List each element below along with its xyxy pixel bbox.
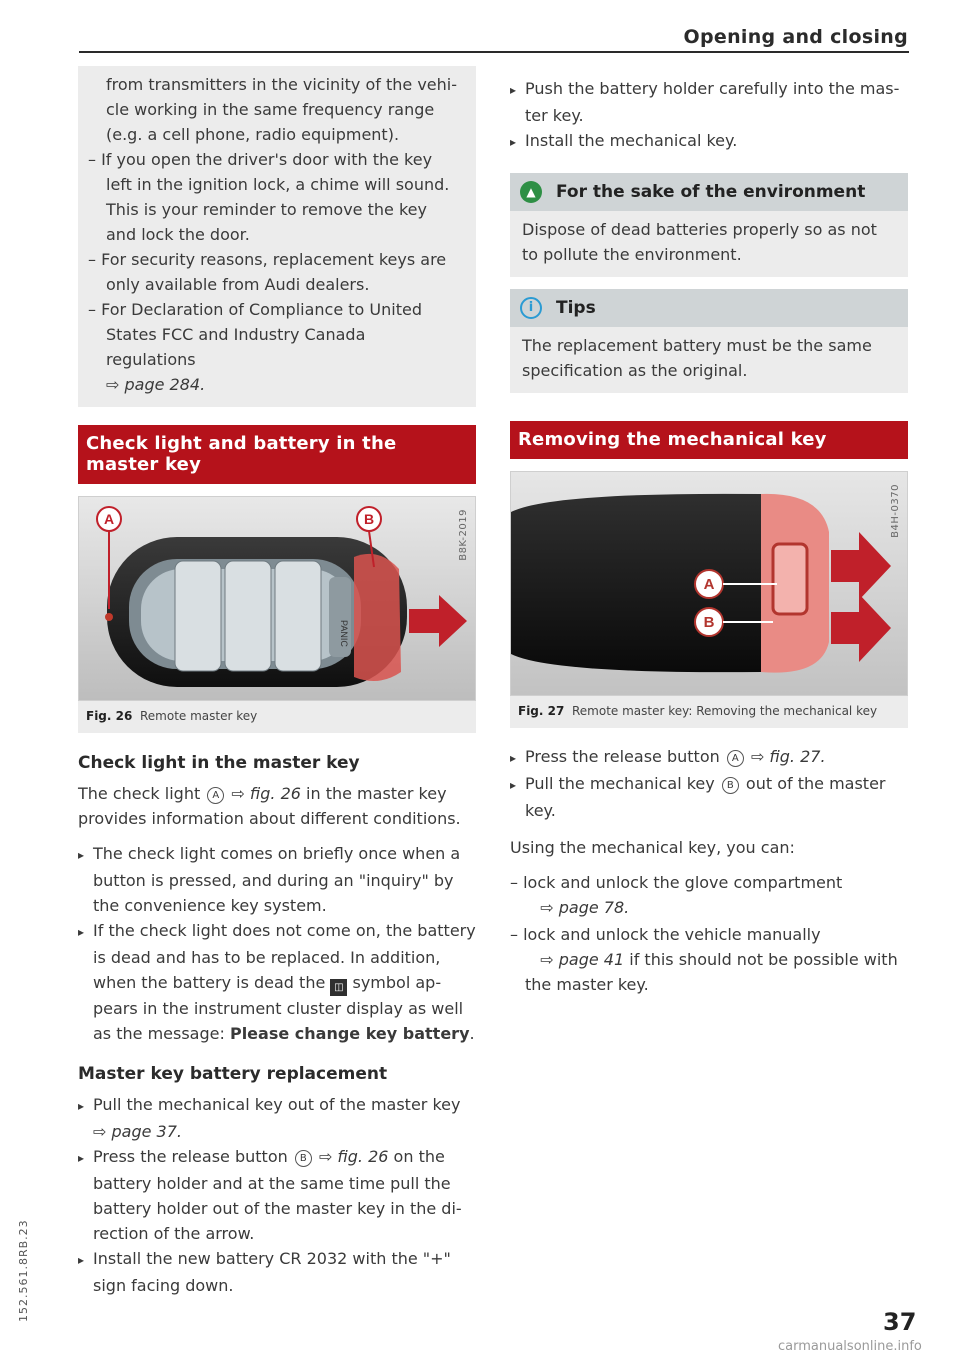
key-battery-icon: ◫ [330, 979, 347, 996]
bullet-push-holder: ▸ Push the battery holder carefully into the mas-ter key. [510, 76, 908, 128]
page-ref-link[interactable]: ⇨ page 41 [540, 950, 625, 969]
page-ref-link[interactable]: ⇨ page 37. [93, 1122, 182, 1141]
use-vehicle-manual: – lock and unlock the vehicle manually ⇨ page 41 if this should not be possible with the master key. [510, 925, 898, 994]
figure-26 [78, 496, 476, 733]
section-heading-check-light: Check light and battery in the master key [78, 425, 476, 484]
figure-code: B4H-0370 [890, 484, 901, 538]
callout-b-ref: B [295, 1150, 312, 1167]
subheading-battery-replacement: Master key battery replacement [78, 1064, 388, 1084]
bullet-install-battery: ▸ Install the new battery CR 2032 with the "+" sign facing down. [78, 1246, 476, 1298]
remote-master-key-image [79, 497, 475, 700]
section-heading-removing-key: Removing the mechanical key [510, 421, 908, 459]
page-ref-link[interactable]: ⇨ page 78. [540, 898, 630, 917]
tips-note-title: Tips [556, 298, 596, 318]
figure-26-caption: Fig. 26 Remote master key [86, 709, 258, 723]
figure-code: B8K-2019 [458, 509, 469, 561]
environment-note-body: Dispose of dead batteries properly so as not to pollute the environment. [510, 211, 908, 277]
callout-a: A [703, 576, 715, 593]
tips-note [510, 289, 908, 393]
tips-note-body: The replacement battery must be the same specification as the original. [510, 327, 908, 393]
fig-ref-link[interactable]: ⇨ fig. 26 [318, 1147, 389, 1166]
panic-button-label: PANIC [339, 620, 349, 647]
continued-text: from transmitters in the vicinity of the vehi-cle working in the same frequency range (e.g. a cell phone, radio equipment). [106, 75, 457, 144]
bullet-battery-dead: ▸ If the check light does not come on, the battery is dead and has to be replaced. In addition, when the battery is dead the ◫ symbol ap-pears in the instrument cluster display as well as the message: Please change key battery. [78, 918, 476, 1046]
bullet-press-release: ▸ Press the release button B ⇨ fig. 26 on the battery holder and at the same time pull the battery holder out of the master key in the di-rection of the arrow. [78, 1144, 476, 1246]
using-mechanical-key: Using the mechanical key, you can: [510, 838, 795, 857]
callout-a-ref: A [207, 787, 224, 804]
callout-a: A [103, 511, 115, 527]
subheading-check-light: Check light in the master key [78, 753, 360, 773]
figure-27-illustration [510, 471, 908, 696]
left-column [78, 66, 476, 1298]
figure-26-illustration [78, 496, 476, 701]
page-number: 37 [883, 1308, 917, 1336]
figure-27 [510, 471, 908, 728]
note-item-chime: – If you open the driver's door with the key left in the ignition lock, a chime will sound. This is your reminder to remove the key and lock the door. [88, 150, 450, 244]
section-title: Opening and closing [683, 26, 908, 48]
bullet-check-light-on: ▸ The check light comes on briefly once when a button is pressed, and during an "inquiry" by the convenience key system. [78, 841, 476, 918]
step-pull-key: ▸ Pull the mechanical key B out of the master key. [510, 771, 908, 823]
removing-steps [510, 744, 908, 823]
continued-note-box [78, 66, 476, 407]
callout-b: B [363, 511, 375, 527]
note-item-fcc: – For Declaration of Compliance to United States FCC and Industry Canada regulations ⇨ page 284. [88, 300, 422, 394]
step-press-release: ▸ Press the release button A ⇨ fig. 27. [510, 744, 908, 771]
watermark: carmanualsonline.info [778, 1339, 922, 1354]
callout-b-ref: B [722, 777, 739, 794]
bullet-install-mech-key: ▸ Install the mechanical key. [510, 128, 908, 155]
right-column [510, 76, 908, 999]
info-icon: i [520, 297, 542, 319]
figure-27-caption: Fig. 27 Remote master key: Removing the mechanical key [518, 704, 878, 718]
fig-ref-link[interactable]: ⇨ fig. 26 [231, 784, 301, 803]
check-light-intro: The check light A ⇨ fig. 26 in the master key provides information about different conditions. [78, 784, 461, 828]
environment-icon: ▲ [520, 181, 542, 203]
note-item-replacement-keys: – For security reasons, replacement keys are only available from Audi dealers. [88, 250, 447, 294]
page-ref-link[interactable]: ⇨ page 284. [106, 375, 206, 394]
fig-ref-link[interactable]: ⇨ fig. 27. [750, 747, 826, 766]
mechanical-key-image [511, 472, 907, 695]
header-rule [79, 51, 909, 53]
environment-note-title: For the sake of the environment [556, 182, 866, 202]
callout-b: B [703, 614, 715, 631]
environment-note [510, 173, 908, 277]
document-code: 152.561.8RB.23 [17, 1219, 30, 1322]
callout-a-ref: A [727, 750, 744, 767]
bullet-pull-key: ▸ Pull the mechanical key out of the master key ⇨ page 37. [78, 1092, 476, 1144]
use-glove-compartment: – lock and unlock the glove compartment ⇨ page 78. [510, 873, 843, 917]
